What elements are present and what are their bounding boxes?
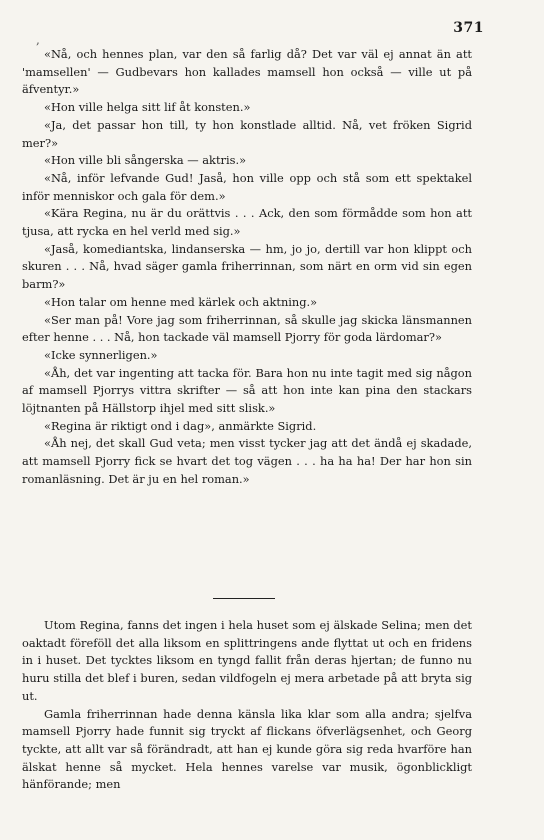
paragraph: «Ser man på! Vore jag som friherrinnan, så skulle jag skicka länsmannen efter henne . . . Nå, hon tackade väl mamsell Pjorry för goda lärdomar?»	[22, 312, 472, 345]
paragraph: «Icke synnerligen.»	[44, 347, 158, 362]
paragraph: «Hon ville bli sångerska — aktris.»	[44, 153, 247, 168]
paragraph: Gamla friherrinnan hade denna känsla lika klar som alla andra; sjelfva mamsell Pjorry hade funnit sig tryckt af flickans öfverlägsenhet, och Georg tyckte, att allt var så förändradt, att han ej kunde göra sig reda hvarföre han älskat henne så mycket. Hela hennes varelse var musik, ögonblickligt hänförande; men	[22, 706, 472, 792]
paragraph: «Åh, det var ingenting att tacka för. Bara hon nu inte tagit med sig någon af mamsell Pjorrys vittra skrifter — så att hon inte kan pina den stackars löjtnanten på Hällstorp ihjel med sitt slisk.»	[22, 365, 472, 416]
paragraph: «Jaså, komediantska, lindanserska — hm, jo jo, dertill var hon klippt och skuren . . . Nå, hvad säger gamla friherrinnan, som närt en orm vid sin egen barm?»	[22, 241, 472, 292]
paragraph: «Regina är riktigt ond i dag», anmärkte Sigrid.	[44, 418, 317, 433]
paragraph: «Kära Regina, nu är du orättvis . . . Ack, den som förmådde som hon att tjusa, att rycka en hel verld med sig.»	[22, 206, 472, 239]
paragraph: «Hon talar om henne med kärlek och aktning.»	[44, 294, 318, 309]
paragraph: «Nå, och hennes plan, var den så farlig då? Det var väl ej annat än att 'mamsellen' — Gudbevars hon kallades mamsell hon också — ville ut på äfventyr.»	[22, 47, 472, 97]
margin-mark: ,	[36, 33, 40, 47]
paragraph: Utom Regina, fanns det ingen i hela huset som ej älskade Selina; men det oaktadt föreföll det alla liksom en splittringens ande flyttat ut och en fridens in i huset. Det tycktes liksom en tyngd fallit från deras hjertan; de funno nu huru stilla det blef i buren, sedan vildfogeln ej mera arbetade på att bryta sig ut.	[22, 618, 472, 703]
paragraph: «Åh nej, det skall Gud veta; men visst tycker jag att det ändå ej skadade, att mamsell Pjorry fick se hvart det tog vägen . . . ha ha ha! Der har hon sin romanläsning. Det är ju en hel roman.»	[22, 436, 472, 486]
page-number: 371	[453, 20, 484, 36]
dialogue-section	[22, 46, 472, 489]
paragraph: «Ja, det passar hon till, ty hon konstlade alltid. Nå, vet fröken Sigrid mer?»	[22, 117, 472, 150]
paragraph: «Hon ville helga sitt lif åt konsten.»	[44, 100, 251, 115]
paragraph: «Nå, inför lefvande Gud! Jaså, hon ville opp och stå som ett spektakel inför menniskor och gala för dem.»	[22, 170, 472, 203]
section-divider	[213, 598, 275, 599]
narrative-section	[22, 617, 472, 794]
